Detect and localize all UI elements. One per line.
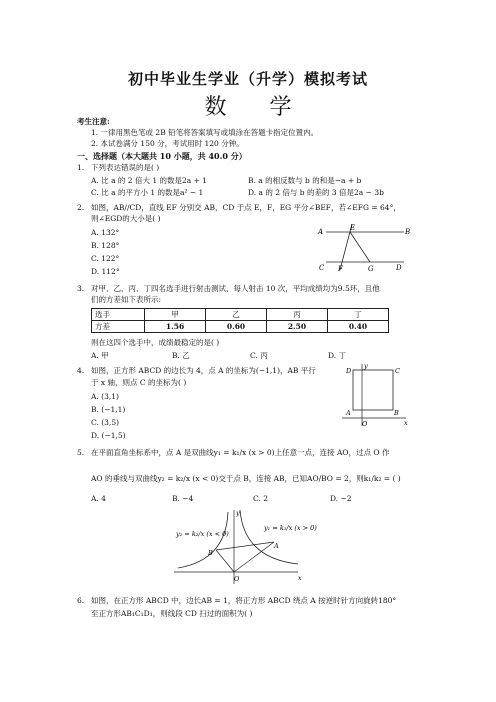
table-header-row — [92, 309, 389, 321]
q3-number: 3. — [77, 284, 85, 293]
notes-heading: 考生注意: — [77, 117, 110, 126]
subject-title: 数 学 — [204, 95, 310, 120]
table-cell: 1.56 — [145, 321, 206, 333]
label-y: y — [364, 362, 368, 370]
q5-option-d: D. −2 — [330, 494, 352, 503]
label-c: C — [395, 367, 400, 375]
label-e: E — [350, 224, 356, 232]
label-o: O — [234, 575, 240, 583]
q2-option-c: C. 122° — [91, 254, 120, 263]
label-d: D — [396, 264, 402, 272]
table-header-cell: 丙 — [267, 309, 328, 321]
q3-after: 则在这四个选手中，成绩最稳定的是( ) — [91, 338, 220, 347]
label-b: B — [394, 409, 399, 417]
q2-option-b: B. 128° — [91, 241, 120, 250]
q4-number: 4. — [77, 366, 85, 375]
table-header-cell: 乙 — [206, 309, 267, 321]
q3-option-d: D. 丁 — [328, 351, 347, 360]
q1-option-a: A. 比 a 的 2 倍大 1 的数是2a + 1 — [91, 176, 208, 185]
variance-table — [91, 308, 389, 333]
label-c: C — [319, 264, 325, 272]
q5-figure — [170, 506, 317, 586]
q4-option-d: D. (−1,5) — [91, 431, 126, 440]
q2-number: 2. — [77, 203, 85, 212]
segment-bo — [216, 550, 234, 572]
q3-option-b: B. 乙 — [172, 351, 190, 360]
q4-option-b: B. (−1,1) — [91, 405, 126, 414]
q5-line-1: 在平面直角坐标系中，点 A 是双曲线y₁ = k₁/x (x > 0)上任意一点，连接 AO，过点 O 作 — [91, 448, 390, 457]
q3-line-1: 对甲、乙、丙、丁四名选手进行射击测试，每人射击 10 次，平均成绩均为9.5环，且他 — [91, 284, 380, 293]
q1-option-d: D. a 的 2 倍与 b 的差的 3 倍是2a − 3b — [248, 188, 384, 197]
label-o: O — [362, 420, 368, 428]
table-cell: 0.60 — [206, 321, 267, 333]
q5-option-b: B. −4 — [172, 494, 194, 503]
table-cell: 0.40 — [327, 321, 388, 333]
q5-number: 5. — [77, 448, 85, 457]
section-heading: 一、选择题（本大题共 10 小题，共 40.0 分） — [77, 151, 247, 161]
q4-line-1: 如图，正方形 ABCD 的边长为 4，点 A 的坐标为(−1,1)，AB 平行 — [91, 366, 316, 375]
q4-option-a: A. (3,1) — [91, 392, 119, 401]
q2-figure — [316, 220, 412, 276]
q4-option-c: C. (3,5) — [91, 418, 120, 427]
table-row — [92, 321, 389, 333]
q2-option-d: D. 112° — [91, 267, 120, 276]
q3-option-a: A. 甲 — [91, 351, 109, 360]
table-header-cell: 丁 — [327, 309, 388, 321]
note-item-1: 1. 一律用黑色笔或 2B 铅笔将答案填写或填涂在答题卡指定位置内。 — [91, 128, 319, 137]
q1-stem: 下列表达错误的是( ) — [91, 163, 160, 172]
exam-title: 初中毕业生学业（升学）模拟考试 — [127, 70, 368, 88]
table-header-cell: 甲 — [145, 309, 206, 321]
label-b: B — [208, 549, 213, 557]
q2-line-1: 如图，AB//CD，直线 EF 分别交 AB，CD 于点 E，F，EG 平分∠BEF，若∠EFG = 64°， — [91, 203, 401, 212]
label-a: A — [346, 409, 351, 417]
q5-line-2: AO 的垂线与双曲线y₂ = k₂/x (x < 0)交于点 B，连接 AB，已知AO/BO = 2，则k₁/k₂ = ( ) — [91, 474, 401, 483]
q6-line-1: 如图，在正方形 ABCD 中，边长AB = 1，将正方形 ABCD 绕点 A 按逆时针方向旋转180° — [91, 596, 397, 605]
table-cell: 方差 — [92, 321, 145, 333]
q4-figure — [338, 360, 410, 430]
label-y: y — [236, 509, 240, 517]
label-g: G — [368, 265, 374, 273]
q5-option-c: C. 2 — [253, 494, 269, 503]
q1-number: 1. — [77, 163, 85, 172]
q1-option-c: C. 比 a 的平方小 1 的数是a² − 1 — [91, 188, 204, 197]
label-b: B — [405, 228, 411, 236]
curve-y2 — [178, 512, 228, 568]
label-f: F — [338, 265, 343, 273]
square-abcd — [353, 370, 393, 410]
q2-line-2: 则∠EGD的大小是( ) — [91, 214, 161, 223]
label-y1-expression: y₁ = k₁/x (x > 0) — [264, 524, 317, 532]
label-x: x — [298, 574, 302, 582]
label-x: x — [404, 419, 408, 427]
curve-y1 — [240, 510, 298, 564]
q5-option-a: A. 4 — [91, 494, 106, 503]
q3-option-c: C. 丙 — [250, 351, 268, 360]
label-d: D — [346, 367, 352, 375]
q6-number: 6. — [77, 596, 85, 605]
q3-line-2: 们的方差如下表所示: — [91, 295, 162, 304]
table-cell: 2.50 — [267, 321, 328, 333]
line-eg — [350, 232, 370, 262]
label-a: A — [274, 542, 279, 550]
q6-line-2: 至正方形AB₁C₁D₁，则线段 CD 扫过的面积为( ) — [91, 609, 253, 618]
q2-option-a: A. 132° — [91, 228, 120, 237]
table-header-cell: 选手 — [92, 309, 145, 321]
note-item-2: 2. 本试卷满分 150 分，考试用时 120 分钟。 — [91, 139, 244, 148]
label-y2-expression: y₂ = k₂/x (x < 0) — [176, 530, 229, 538]
label-a: A — [318, 228, 324, 236]
q1-option-b: B. a 的相反数与 b 的和是−a + b — [248, 176, 362, 185]
q4-line-2: 于 x 轴，则点 C 的坐标为( ) — [91, 378, 187, 387]
